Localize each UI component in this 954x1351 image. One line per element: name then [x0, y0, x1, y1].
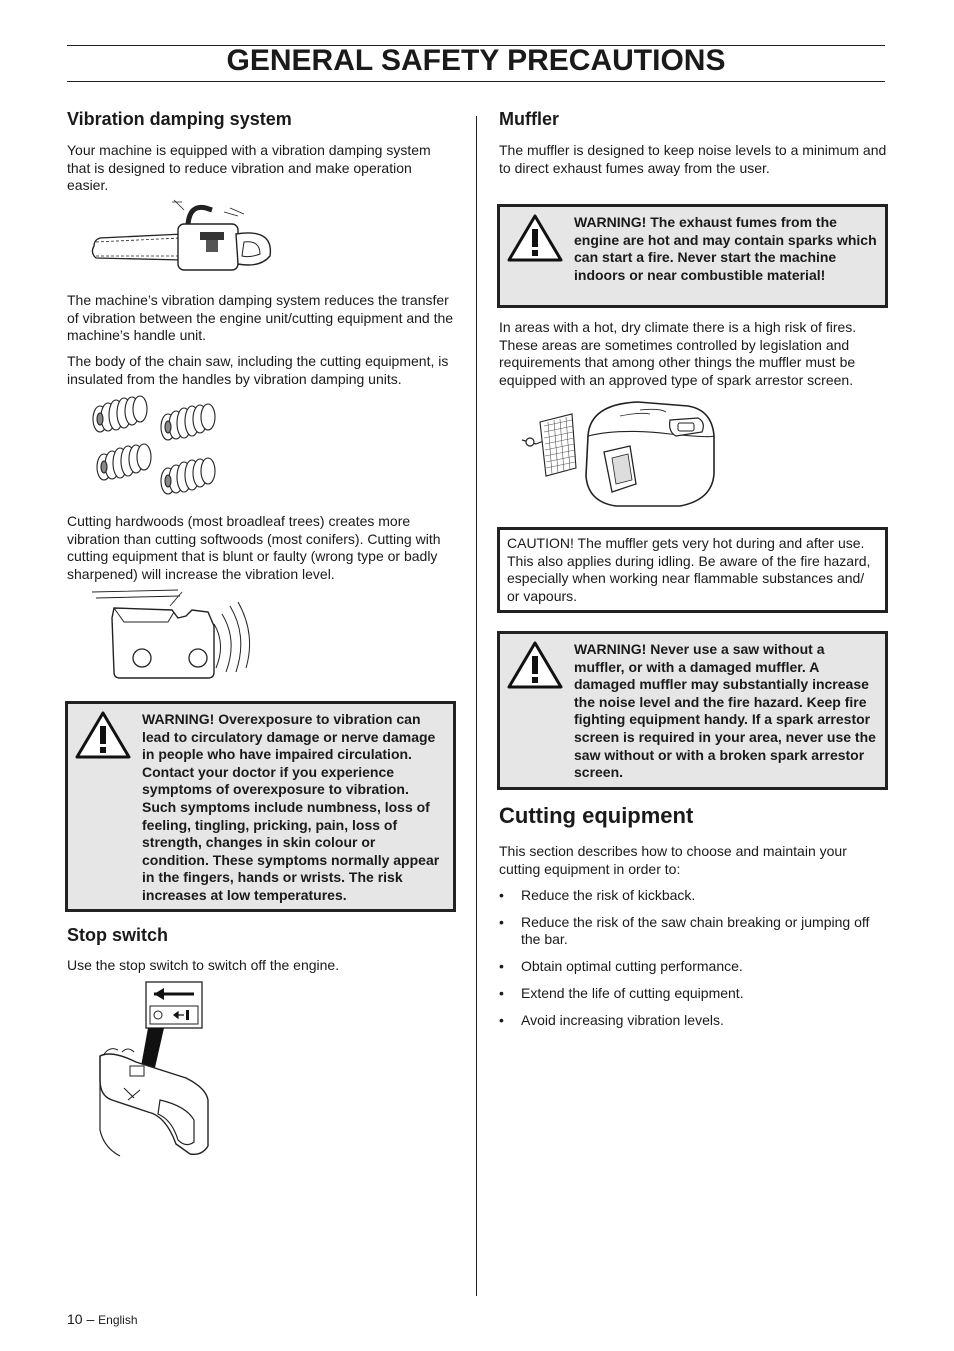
muffler-paragraph-1: The muffler is designed to keep noise levels to a minimum and to direct exhaust fumes away from the user. — [499, 142, 887, 176]
stop-switch-illustration — [90, 980, 220, 1162]
cutting-equipment-intro: This section describes how to choose and maintain your cutting equipment in order to: — [499, 843, 847, 877]
vibration-paragraph-3: The body of the chain saw, including the cutting equipment, is insulated from the handles by vibration damping units. — [67, 353, 449, 387]
warning-triangle-icon — [506, 213, 564, 263]
header-rule-bottom — [67, 81, 885, 82]
muffler-paragraph-2: In areas with a hot, dry climate there is a high risk of fires. These areas are sometimes controlled by legislation and requirements that among other things the muffler must be equipped with an approved type of spark arrestor screen. — [499, 319, 857, 388]
column-divider — [476, 116, 477, 1296]
page-footer — [67, 1311, 138, 1327]
list-item: • Reduce the risk of the saw chain breaking or jumping off the bar. — [499, 914, 870, 947]
saw-chain-cutter-illustration — [90, 588, 260, 684]
vibration-warning-text: WARNING! Overexposure to vibration can lead to circulatory damage or nerve damage in people who have impaired circulation. Contact your doctor if you experience symptoms of overexposure to vibration. Such symptoms include numbness, loss of feeling, tingling, pricking, pain, loss of strength, changes in skin colour or condition. These symptoms normally appear in the fingers, hands or wrists. The risk increases at low temperatures. — [142, 711, 440, 903]
muffler-warning-text: WARNING! Never use a saw without a muffler, or with a damaged muffler. A damaged muffler may substantially increase the noise level and the fire hazard. Keep fire fighting equipment handy. If a spark arrestor screen is required in your area, never use the saw without or with a broken spark arrestor screen. — [574, 641, 876, 781]
section-heading-muffler: Muffler — [499, 109, 559, 129]
chainsaw-illustration — [88, 198, 278, 280]
section-heading-stop-switch: Stop switch — [67, 925, 169, 945]
stop-switch-icon — [146, 982, 202, 1028]
muffler-caution-box — [497, 527, 888, 613]
list-item: • Extend the life of cutting equipment. — [499, 985, 744, 1001]
muffler-warning-box — [497, 631, 888, 790]
cutting-equipment-bullet-list — [499, 887, 889, 1039]
list-item: • Obtain optimal cutting performance. — [499, 958, 743, 974]
muffler-caution-text: CAUTION! The muffler gets very hot during and after use. This also applies during idling. Be aware of the fire hazard, especially when working near flammable substances and/ or vapours. — [507, 535, 871, 604]
vibration-warning-box — [65, 701, 456, 912]
page-number: 10 – — [67, 1311, 95, 1327]
vibration-paragraph-1: Your machine is equipped with a vibration damping system that is designed to reduce vibration and make operation easier. — [67, 142, 431, 193]
muffler-spark-arrestor-illustration — [520, 396, 720, 514]
warning-triangle-icon — [74, 710, 132, 760]
list-item: • Reduce the risk of kickback. — [499, 887, 696, 903]
exhaust-warning-box — [497, 204, 888, 308]
stop-switch-paragraph: Use the stop switch to switch off the engine. — [67, 957, 340, 973]
exhaust-warning-text: WARNING! The exhaust fumes from the engine are hot and may contain sparks which can start a fire. Never start the machine indoors or near combustible material! — [574, 214, 877, 283]
list-item: • Avoid increasing vibration levels. — [499, 1012, 724, 1028]
vibration-paragraph-4: Cutting hardwoods (most broadleaf trees) creates more vibration than cutting softwoods (most conifers). Cutting with cutting equipment that is blunt or faulty (wrong type or badly sharpened) will increase the vibration level. — [67, 513, 441, 582]
vibration-damper-springs-illustration — [90, 393, 250, 505]
section-heading-vibration: Vibration damping system — [67, 109, 292, 129]
vibration-paragraph-2: The machine’s vibration damping system reduces the transfer of vibration between the engine unit/cutting equipment and the machine’s handle unit. — [67, 292, 454, 343]
section-heading-cutting-equipment: Cutting equipment — [499, 803, 694, 828]
page-title: GENERAL SAFETY PRECAUTIONS — [226, 44, 726, 77]
footer-language: English — [98, 1313, 138, 1327]
warning-triangle-icon — [506, 640, 564, 690]
